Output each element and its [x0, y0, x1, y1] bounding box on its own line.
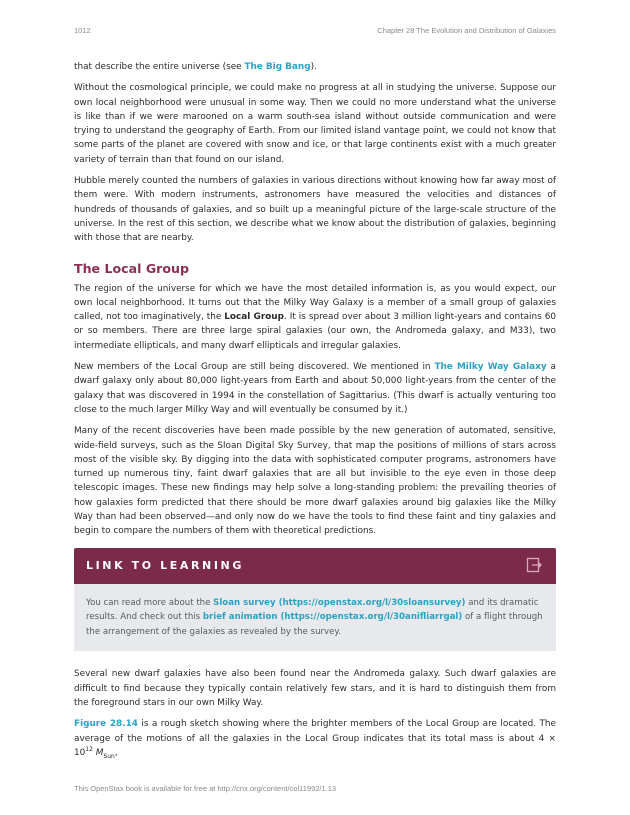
local-group-paragraph-2 — [74, 360, 556, 417]
milky-way-galaxy-link[interactable]: The Milky Way Galaxy — [434, 362, 547, 373]
local-group-paragraph-3: Many of the recent discoveries have been made possible by the new generation of automated, sensitive, wide-field surveys, such as the Sloan Digital Sky Survey, that map the positions of millions of stars across most of the visible sky. By digging into the data with sophisticated computer programs, astronomers have turned up numerous tiny, faint dwarf galaxies that are all but invisible to the eye even in those deep telescopic images. These new findings may help solve a long-standing problem: the prevailing theories of how galaxies form predicted that there should be more dwarf galaxies around big galaxies like the Milky Way than had been observed—and only now do we have the tools to find these faint and tiny galaxies and begin to compare the numbers of them with theoretical predictions. — [74, 426, 556, 537]
text-span: a dwarf galaxy only about 80,000 light-years from Earth and about 50,000 light-years from the center of the galaxy that was discovered in 1994 in the constellation of Sagittarius. (This dwarf is actually venturing too close to the much larger Milky Way and will eventually be consumed by it.) — [74, 362, 556, 415]
link-to-learning-text — [86, 596, 544, 640]
text-span: is a rough sketch showing where the brighter members of the Local Group are located. The average of the motions of all the galaxies in the Local Group indicates that its total mass is about 4 × 10 — [74, 719, 556, 758]
external-link-icon[interactable] — [526, 557, 542, 573]
local-group-paragraph-1 — [74, 282, 556, 353]
intro-paragraph-2: Without the cosmological principle, we could make no progress at all in studying the universe. Suppose our own local neighborhood were unusual in some way. Then we could no more understand what the universe is like than if we were marooned on a warm south-sea island without outside communication and were trying to understand the geography of Earth. From our limited island vantage point, we could not know that some parts of the planet are covered with snow and ice, or that large continents exist with a much greater variety of terrain than that found on our island. — [74, 83, 556, 165]
andromeda-dwarfs-paragraph: Several new dwarf galaxies have also been found near the Andromeda galaxy. Such dwarf galaxies are difficult to find because they typically contain relatively few stars, and it is hard to distinguish them from the foreground stars in our own Milky Way. — [74, 669, 556, 708]
text-span: that describe the entire universe (see — [74, 62, 245, 72]
text-span: of a flight through the arrangement of the galaxies as revealed by the survey. — [86, 612, 543, 637]
intro-paragraph-3: Hubble merely counted the numbers of galaxies in various directions without knowing how far away most of them were. With modern instruments, astronomers have measured the velocities and distances of hundreds of thousands of galaxies, and so built up a meaningful picture of the large-scale structure of the universe. In the rest of this section, we describe what we know about the distribution of galaxies, beginning with those that are nearby. — [74, 176, 556, 244]
text-span: . It is spread over about 3 million light-years and contains 60 or so members. There are three large spiral galaxies (our own, the Andromeda galaxy, and M33), two intermediate ellipticals, and many dwarf ellipticals and irregular galaxies. — [74, 312, 556, 351]
text-span: You can read more about the — [86, 597, 214, 608]
local-group-term: Local Group — [224, 312, 284, 323]
text-span: and its dramatic results. And check out this — [86, 597, 539, 623]
figure-reference-paragraph — [74, 717, 556, 760]
brief-animation-link[interactable]: brief animation (https://openstax.org/l/30anifliarrgal) — [202, 612, 463, 623]
text-span: New members of the Local Group are still being discovered. We mentioned in — [74, 362, 435, 373]
link-to-learning-title: LINK TO LEARNING — [86, 558, 244, 572]
sun-subscript: Sun — [103, 752, 115, 760]
section-heading: The Local Group — [74, 260, 190, 276]
link-to-learning-box — [74, 548, 556, 652]
link-to-learning-body — [74, 584, 556, 652]
page-footer: This OpenStax book is available for free at http://cnx.org/content/col11992/1.13 — [74, 784, 337, 793]
chapter-title: Chapter 28 The Evolution and Distribution of Galaxies — [377, 26, 556, 35]
mass-symbol: M — [95, 747, 104, 758]
page-content — [74, 60, 556, 767]
link-to-learning-header — [74, 548, 556, 584]
sloan-survey-link[interactable]: Sloan survey (https://openstax.org/l/30sloansurvey) — [213, 597, 466, 608]
page-number: 1012 — [74, 26, 91, 35]
text-span: ). — [310, 62, 317, 72]
big-bang-link[interactable]: The Big Bang — [244, 62, 311, 72]
figure-28-14-link[interactable]: Figure 28.14 — [74, 719, 138, 730]
exponent: 12 — [85, 745, 93, 753]
running-header — [74, 26, 556, 38]
text-span: , — [114, 747, 118, 758]
text-span: The region of the universe for which we have the most detailed information is, as you would expect, our own local neighborhood. It turns out that the Milky Way Galaxy is a member of a small group of galaxies called, not too imaginatively, the — [74, 283, 556, 323]
intro-paragraph-1 — [74, 60, 556, 74]
